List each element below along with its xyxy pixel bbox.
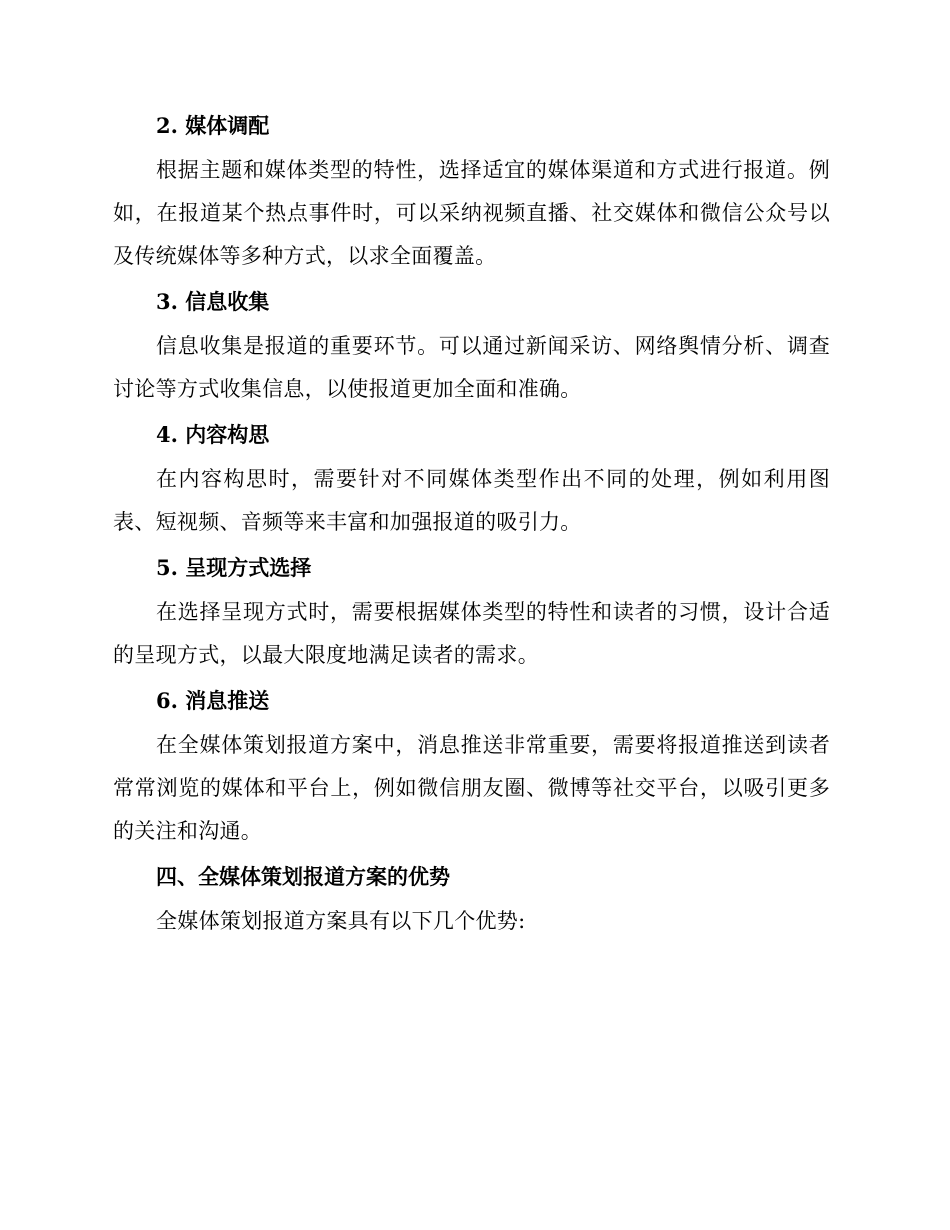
section-heading: 4. 内容构思 (156, 422, 270, 447)
section-heading: 四、全媒体策划报道方案的优势 (156, 864, 450, 889)
section-heading: 6. 消息推送 (156, 688, 270, 713)
section-paragraph: 在选择呈现方式时，需要根据媒体类型的特性和读者的习惯，设计合适的呈现方式，以最大限度地满足读者的需求。 (113, 600, 830, 667)
section-information-collection (113, 281, 830, 411)
section-paragraph: 在内容构思时，需要针对不同媒体类型作出不同的处理，例如利用图表、短视频、音频等来丰富和加强报道的吸引力。 (113, 467, 830, 534)
section-heading: 3. 信息收集 (156, 289, 270, 314)
section-paragraph: 根据主题和媒体类型的特性，选择适宜的媒体渠道和方式进行报道。例如，在报道某个热点事件时，可以采纳视频直播、社交媒体和微信公众号以及传统媒体等多种方式，以求全面覆盖。 (113, 158, 830, 268)
section-paragraph: 全媒体策划报道方案具有以下几个优势: (156, 909, 526, 933)
section-advantages (113, 856, 830, 943)
section-heading: 2. 媒体调配 (156, 113, 270, 138)
section-message-push (113, 680, 830, 853)
document-page (113, 105, 830, 946)
section-paragraph: 信息收集是报道的重要环节。可以通过新闻采访、网络舆情分析、调查讨论等方式收集信息，以使报道更加全面和准确。 (113, 334, 830, 401)
section-media-allocation (113, 105, 830, 278)
section-presentation-choice (113, 547, 830, 677)
section-heading: 5. 呈现方式选择 (156, 555, 312, 580)
section-paragraph: 在全媒体策划报道方案中，消息推送非常重要，需要将报道推送到读者常常浏览的媒体和平台上，例如微信朋友圈、微博等社交平台，以吸引更多的关注和沟通。 (113, 733, 830, 843)
section-content-conception (113, 414, 830, 544)
